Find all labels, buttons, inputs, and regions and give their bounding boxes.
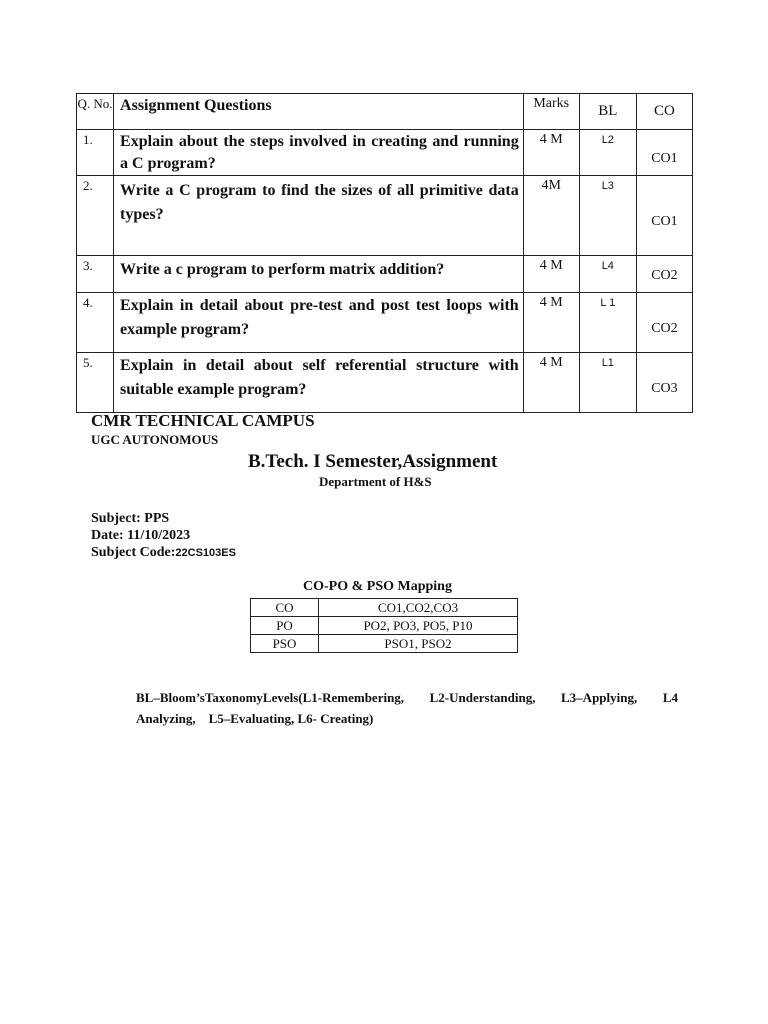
question-marks: 4 M [523,353,579,413]
question-number: 5. [77,353,114,413]
question-co [636,293,692,353]
semester-title: B.Tech. I Semester,Assignment [248,451,498,472]
question-co [636,176,692,256]
autonomous-label: UGC AUTONOMOUS [91,432,219,447]
question-co-text: CO1 [651,150,678,166]
date-line: Date: 11/10/2023 [91,528,191,543]
question-co-text: CO2 [651,320,678,336]
question-number: 2. [77,176,114,256]
question-bl: L1 [579,353,636,413]
question-text: Write a C program to find the sizes of all primitive data types? [114,176,524,256]
legend-part-2: L2-Understanding, [429,690,536,705]
legend-part-4: L4 [662,690,678,705]
mapping-value: PO2, PO3, PO5, P10 [319,617,518,635]
question-number: 1. [77,130,114,176]
question-marks: 4 M [523,293,579,353]
question-text: Write a c program to perform matrix addition? [114,256,524,293]
legend-line-2: Analyzing, L5–Evaluating, L6- Creating) [136,711,374,726]
legend-line-1 [136,687,678,708]
mapping-key: CO [251,599,319,617]
mapping-value: PSO1, PSO2 [319,635,518,653]
header-bl: BL [579,94,636,130]
table-row [77,353,693,413]
mapping-title: CO-PO & PSO Mapping [303,579,452,594]
question-co [636,130,692,176]
question-text: Explain in detail about self referential structure with suitable example program? [114,353,524,413]
subject-code-value: 22CS103ES [175,547,236,559]
question-co-text: CO3 [651,380,678,396]
question-co-text: CO1 [651,213,678,229]
table-row [77,293,693,353]
header-marks: Marks [523,94,579,130]
question-number: 4. [77,293,114,353]
mapping-row [251,599,518,617]
question-bl: L4 [579,256,636,293]
subject-code-line [91,545,236,561]
mapping-row [251,617,518,635]
college-name: CMR TECHNICAL CAMPUS [91,411,315,430]
question-text: Explain about the steps involved in creating and running a C program? [114,130,524,176]
subject-code-label: Subject Code: [91,545,176,560]
question-co-text: CO2 [651,268,678,283]
legend-part-3: L3–Applying, [561,690,638,705]
question-co [636,256,692,293]
legend-part-1: BL–Bloom’sTaxonomyLevels(L1-Remembering, [136,690,405,705]
header-q-no: Q. No. [77,94,114,130]
question-co [636,353,692,413]
table-row [77,130,693,176]
table-header-row [77,94,693,130]
header-question: Assignment Questions [114,94,524,130]
question-bl: L2 [579,130,636,176]
mapping-row [251,635,518,653]
department-label: Department of H&S [319,474,432,489]
question-bl: L 1 [579,293,636,353]
mapping-value: CO1,CO2,CO3 [319,599,518,617]
assignment-questions-table [76,93,693,413]
question-marks: 4 M [523,130,579,176]
subject-line: Subject: PPS [91,511,170,526]
question-text: Explain in detail about pre-test and post test loops with example program? [114,293,524,353]
question-number: 3. [77,256,114,293]
mapping-table [250,598,518,653]
mapping-key: PO [251,617,319,635]
question-marks: 4 M [523,256,579,293]
table-row [77,256,693,293]
mapping-key: PSO [251,635,319,653]
question-marks: 4M [523,176,579,256]
header-co: CO [636,94,692,130]
table-row [77,176,693,256]
blooms-taxonomy-legend [136,687,678,729]
question-bl: L3 [579,176,636,256]
